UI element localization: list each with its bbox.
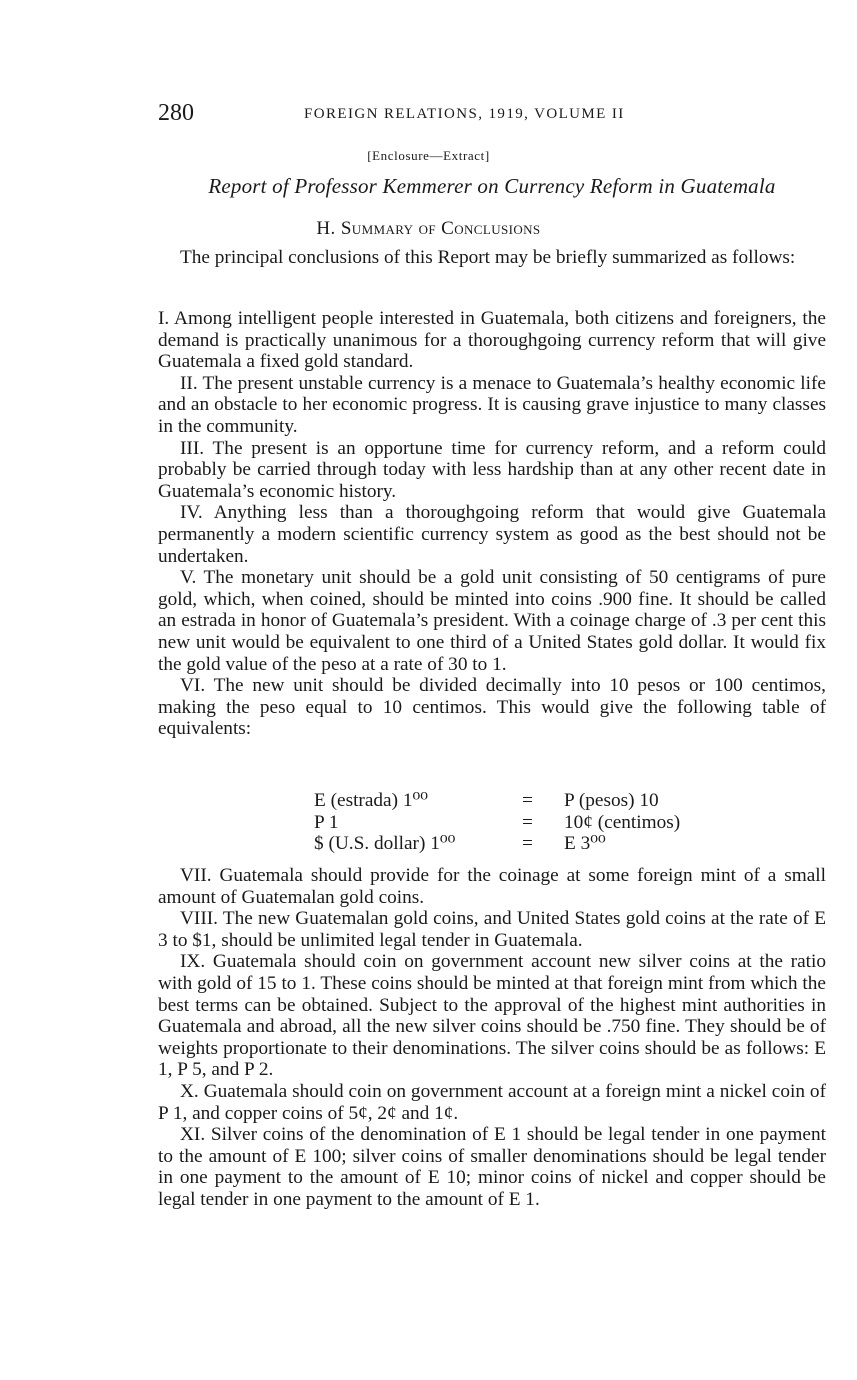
conclusion-x: X. Guatemala should coin on government account at a foreign mint a nickel coin of P 1, and copper coins of 5¢, 2¢ and 1¢.	[158, 1080, 826, 1124]
page-number: 280	[158, 100, 194, 126]
intro-paragraph-block	[158, 247, 826, 269]
equals-sign: =	[522, 790, 533, 811]
conclusion-vii: VII. Guatemala should provide for the coinage at some foreign mint of a small amount of Guatemalan gold coins.	[158, 865, 826, 908]
conclusion-vi: VI. The new unit should be divided decimally into 10 pesos or 100 centimos, making the peso equal to 10 centimos. This would give the following table of equivalents:	[158, 675, 826, 740]
conclusion-i: I. Among intelligent people interested in Guatemala, both citizens and foreigners, the demand is practically unanimous for a thoroughgoing currency reform that will give Guatemala a fixed gold standard.	[158, 308, 826, 373]
equivalents-right: E 3⁰⁰	[564, 833, 606, 855]
conclusions-list-part-1	[158, 308, 826, 740]
equivalents-left: E (estrada) 1⁰⁰	[314, 790, 428, 811]
report-title: Report of Professor Kemmerer on Currency Reform in Guatemala	[208, 174, 776, 198]
conclusion-viii: VIII. The new Guatemalan gold coins, and United States gold coins at the rate of E 3 to $1, should be unlimited legal tender in Guatemala.	[158, 908, 826, 951]
equivalents-left: $ (U.S. dollar) 1⁰⁰	[314, 833, 456, 855]
equivalents-row	[314, 790, 734, 812]
page-header	[158, 100, 826, 132]
conclusion-ii: II. The present unstable currency is a menace to Guatemala’s healthy economic life and an obstacle to her economic progress. It is causing grave injustice to many classes in the community.	[158, 372, 826, 437]
equivalents-right: 10¢ (centimos)	[564, 811, 681, 833]
equivalents-table	[314, 790, 734, 855]
equivalents-left: P 1	[314, 811, 339, 833]
conclusion-v: V. The monetary unit should be a gold unit consisting of 50 centigrams of pure gold, which, when coined, should be minted into coins .900 fine. It should be called an estrada in honor of Guatemala’s president. With a coinage charge of .3 per cent this new unit would be equivalent to one third of a United States gold dollar. It would fix the gold value of the peso at a rate of 30 to 1.	[158, 567, 826, 675]
intro-paragraph: The principal conclusions of this Report may be briefly summarized as follows:	[180, 247, 796, 268]
equivalents-right: P (pesos) 10	[564, 790, 659, 811]
running-head: FOREIGN RELATIONS, 1919, VOLUME II	[304, 106, 625, 122]
equivalents-row	[314, 833, 734, 855]
section-heading: H. Summary of Conclusions	[316, 218, 541, 239]
equals-sign: =	[522, 833, 533, 855]
conclusion-ix: IX. Guatemala should coin on government account new silver coins at the ratio with gold of 15 to 1. These coins should be minted at that foreign mint from which the best terms can be obtained. Subject to the approval of the highest mint authorities in Guatemala and abroad, all the new silver coins should be .750 fine. They should be of weights proportionate to their denominations. The silver coins should be as follows: E 1, P 5, and P 2.	[158, 951, 826, 1081]
conclusions-list-part-2	[158, 865, 826, 1211]
conclusion-iv: IV. Anything less than a thoroughgoing reform that would give Guatemala permanently a modern scientific currency system as good as the best should not be undertaken.	[158, 502, 826, 567]
equivalents-row	[314, 812, 734, 834]
conclusion-iii: III. The present is an opportune time for currency reform, and a reform could probably be carried through today with less hardship than at any other recent date in Guatemala’s economic history.	[158, 437, 826, 502]
equals-sign: =	[522, 811, 533, 833]
conclusion-xi: XI. Silver coins of the denomination of E 1 should be legal tender in one payment to the amount of E 100; silver coins of smaller denominations should be legal tender in one payment to the amount of E 10; minor coins of nickel and copper should be legal tender in one payment to the amount of E 1.	[158, 1124, 826, 1210]
enclosure-label: [Enclosure—Extract]	[367, 148, 490, 163]
